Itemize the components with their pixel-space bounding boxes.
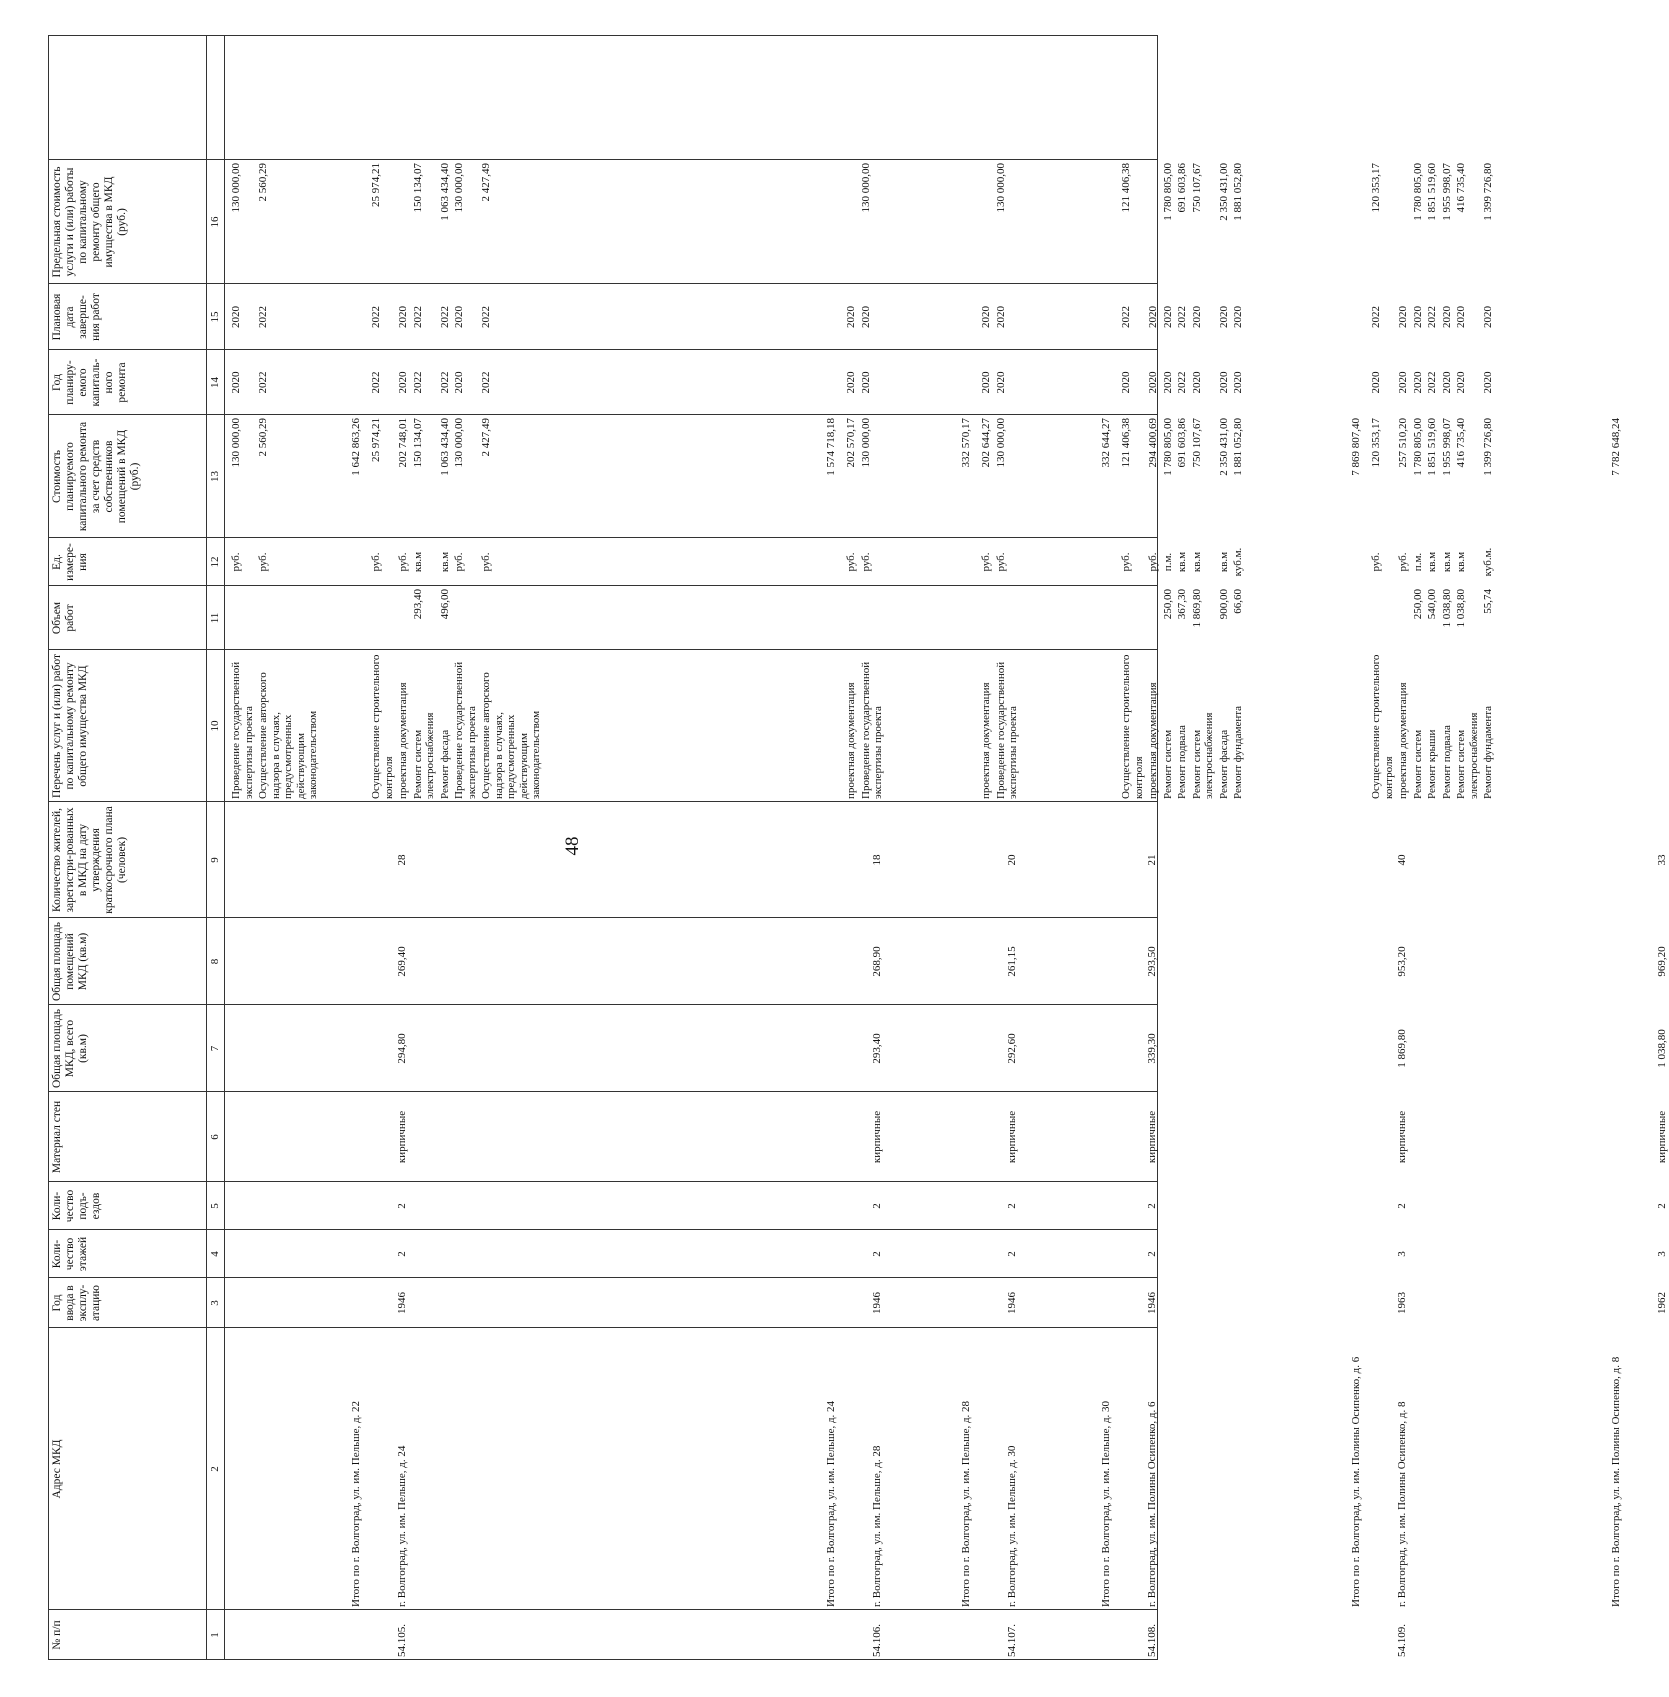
row-total-cost: 1 642 863,26 [350,418,362,476]
row-total-label: Итого по г. Волгоград, ул. им. Полины Осипенко, д. 6 [1350,1356,1362,1607]
work-item: Ремонт фундамента [1232,705,1244,799]
work-limit: 416 735,40 [1455,163,1467,213]
row-residents: 21 [1146,854,1158,866]
work-item: Ремонт фундамента [1482,705,1494,799]
work-cost: 750 107,67 [1190,418,1203,468]
row-year: 1946 [1006,1292,1018,1314]
work-date: 2020 [859,306,872,328]
column-number: 7 [209,1045,221,1052]
column-header: Общая площадь МКД, всего (кв.м) [51,1009,89,1088]
work-item: Ремонт систем электроснабжения [411,712,436,799]
row-material: кирпичные [871,1110,883,1164]
column-header: Коли-чество подъ-ездов [51,1189,102,1223]
column-number: 9 [209,857,221,863]
work-cost: 257 510,20 [1397,418,1409,468]
register-table [48,35,1668,1660]
work-limit: 25 974,21 [370,163,382,207]
column-header: Перечень услуг и (или) работ по капитальному ремонту общего имущества МКД [51,654,89,799]
column-number: 11 [209,612,221,624]
work-item: Ремонт систем электроснабжения [1190,712,1215,799]
work-year: 2020 [1482,371,1494,394]
work-date: 2020 [994,306,1007,328]
column-number: 8 [209,958,221,965]
row-area-rooms: 261,15 [1006,946,1018,977]
row-total-cost: 7 869 807,40 [1350,418,1362,476]
work-unit: руб. [1120,552,1132,572]
column-number: 3 [209,1300,221,1306]
row-area-total: 292,60 [1006,1033,1018,1064]
column-number: 4 [209,1251,221,1257]
work-item: Проведение государственной экспертизы проекта [230,661,255,799]
row-year: 1946 [396,1292,408,1314]
work-limit: 1 399 726,80 [1482,163,1494,221]
work-date: 2020 [1455,306,1467,328]
row-total-label: Итого по г. Волгоград, ул. им. Полины Осипенко, д. 8 [1610,1356,1622,1607]
work-limit: 150 134,07 [411,163,424,213]
work-date: 2022 [257,306,269,328]
work-cost: 2 560,29 [257,418,269,457]
row-floors: 2 [1006,1251,1018,1257]
row-material: кирпичные [1396,1110,1408,1164]
work-item: проектная документация [980,682,992,799]
work-item: Ремонт подвала [1440,725,1453,799]
work-limit: 1 881 052,80 [1232,163,1244,221]
work-year: 2020 [1440,371,1453,394]
row-area-total: 293,40 [871,1033,883,1064]
work-unit: кв.м [1455,551,1467,573]
row-entrances: 2 [871,1203,883,1209]
work-date: 2020 [1482,306,1494,328]
work-year: 2020 [1190,371,1203,394]
column-header: Коли-чество этажей [51,1236,89,1272]
work-date: 2022 [411,306,424,328]
row-address: г. Волгоград, ул. им. Пельше, д. 28 [871,1445,883,1607]
work-year: 2020 [1217,371,1230,394]
row-area-rooms: 969,20 [1656,946,1668,977]
work-item: Проведение государственной экспертизы проекта [453,661,478,799]
work-date: 2020 [1411,306,1424,328]
work-cost: 25 974,21 [370,418,382,462]
work-cost: 2 427,49 [480,418,492,457]
work-item: Проведение государственной экспертизы проекта [859,661,884,799]
work-limit: 750 107,67 [1190,163,1203,213]
work-unit: руб. [859,552,872,572]
work-unit: п.м. [1411,552,1424,572]
row-area-rooms: 293,50 [1146,946,1158,977]
column-header: Количество жителей, зарегистри-рованных в МКД на дату утверждения краткосрочного плана (человек) [51,806,128,914]
row-entrances: 2 [1006,1203,1018,1209]
column-header: Материал стен [51,1100,63,1174]
column-number: 12 [209,556,221,568]
work-cost: 294 400,69 [1147,418,1159,468]
work-year: 2022 [1176,371,1188,394]
row-material: кирпичные [1006,1110,1018,1164]
work-year: 2020 [994,371,1007,394]
work-unit: руб. [1397,552,1409,572]
work-item: Ремонт систем [1411,729,1424,799]
work-year: 2020 [845,371,857,394]
row-address: г. Волгоград, ул. им. Пельше, д. 30 [1006,1445,1018,1607]
row-divider [206,35,207,1660]
row-total-label: Итого по г. Волгоград, ул. им. Пельше, д. 22 [350,1400,362,1607]
row-area-total: 294,80 [396,1033,408,1064]
work-cost: 130 000,00 [453,418,465,468]
work-year: 2020 [1411,371,1424,394]
row-residents: 33 [1656,854,1668,866]
work-cost: 130 000,00 [230,418,242,468]
work-limit: 121 406,38 [1120,163,1132,213]
column-header: Год планиру-емого капиталь-ного ремонта [51,358,128,407]
row-entrances: 2 [1396,1203,1408,1209]
column-number: 6 [209,1134,221,1140]
work-item: Осуществление строительного контроля [370,654,395,799]
row-number: 54.108. [1146,1624,1158,1657]
work-item: проектная документация [1397,682,1409,799]
row-residents: 18 [871,854,883,866]
work-cost: 120 353,17 [1370,418,1382,468]
work-item: Осуществление авторского надзора в случаях, предусмотренных действующим законодательством [480,672,542,799]
work-item: проектная документация [1147,682,1159,799]
column-header: Стоимость планируемого капитального ремонта за счет средств собственников помещений в МКД (руб.) [51,421,141,532]
work-limit: 130 000,00 [230,163,242,213]
work-cost: 1 399 726,80 [1482,418,1494,476]
column-number: 15 [209,311,221,323]
work-unit: кв.м [1190,551,1203,573]
row-area-rooms: 953,20 [1396,946,1408,977]
work-limit: 2 350 431,00 [1217,163,1230,221]
work-volume: 540,00 [1426,589,1438,620]
row-total-cost: 1 574 718,18 [825,418,837,476]
work-unit: кв.м [411,551,424,573]
work-unit: куб.м. [1232,547,1244,577]
work-item: Ремонт систем [1161,729,1174,799]
work-unit: кв.м [1217,551,1230,573]
row-material: кирпичные [1146,1110,1158,1164]
work-year: 2020 [397,371,409,394]
work-date: 2020 [1440,306,1453,328]
work-date: 2020 [1190,306,1203,328]
work-limit: 2 427,49 [480,163,492,202]
work-year: 2020 [1120,371,1132,394]
column-number: 13 [209,471,221,482]
work-cost: 1 851 519,60 [1426,418,1438,476]
work-date: 2020 [1217,306,1230,328]
column-header: Объем работ [51,601,76,635]
row-total-cost: 7 782 648,24 [1610,418,1622,476]
row-floors: 3 [1656,1251,1668,1257]
row-address: г. Волгоград, ул. им. Полины Осипенко, д. 6 [1146,1401,1158,1607]
column-number: 2 [209,1466,221,1472]
column-divider [48,35,1158,36]
row-residents: 40 [1396,854,1408,866]
work-item: Ремонт фасада [438,729,451,799]
work-year: 2020 [453,371,465,394]
work-year: 2022 [257,371,269,394]
work-year: 2022 [438,371,451,394]
row-total-label: Итого по г. Волгоград, ул. им. Пельше, д. 30 [1100,1400,1112,1607]
work-unit: кв.м [438,551,451,573]
work-year: 2020 [1232,371,1244,394]
work-date: 2020 [1232,306,1244,328]
column-number: 16 [209,216,221,228]
row-year: 1963 [1396,1292,1408,1314]
work-unit: руб. [257,552,269,572]
work-volume: 250,00 [1161,589,1174,620]
row-area-total: 1 869,80 [1396,1029,1408,1068]
work-year: 2020 [1455,371,1467,394]
work-unit: руб. [845,552,857,572]
work-year: 2022 [411,371,424,394]
row-area-rooms: 268,90 [871,946,883,977]
work-year: 2022 [1426,371,1438,394]
work-date: 2020 [980,306,992,328]
work-date: 2022 [480,306,492,328]
work-unit: руб. [453,552,465,572]
work-item: Осуществление строительного контроля [1120,654,1145,799]
row-number: 54.109. [1396,1624,1408,1657]
work-date: 2020 [1397,306,1409,328]
row-entrances: 2 [1146,1203,1158,1209]
column-number: 1 [209,1632,221,1638]
work-volume: 293,40 [411,589,424,620]
row-area-total: 1 038,80 [1656,1029,1668,1068]
work-year: 2020 [1161,371,1174,394]
work-volume: 1 869,80 [1190,589,1203,628]
work-volume: 1 038,80 [1440,589,1453,628]
work-item: Осуществление строительного контроля [1370,654,1395,799]
work-date: 2022 [1176,306,1188,328]
work-cost: 202 748,01 [397,418,409,468]
work-limit: 691 603,86 [1176,163,1188,213]
column-number: 5 [209,1203,221,1209]
column-header: Плановая дата заверше-ния работ [51,293,102,341]
work-unit: руб. [980,552,992,572]
work-unit: руб. [480,552,492,572]
work-item: Ремонт фасада [1217,729,1230,799]
work-cost: 121 406,38 [1120,418,1132,468]
work-cost: 1 780 805,00 [1161,418,1174,476]
work-date: 2020 [397,306,409,328]
work-limit: 130 000,00 [859,163,872,213]
work-date: 2020 [453,306,465,328]
work-year: 2022 [370,371,382,394]
work-item: Осуществление авторского надзора в случаях, предусмотренных действующим законодательством [257,672,319,799]
work-volume: 55,74 [1482,589,1494,614]
row-floors: 2 [1146,1251,1158,1257]
column-header: Общая площадь помещений МКД (кв.м) [51,922,89,1001]
row-number: 54.106. [871,1624,883,1657]
work-cost: 150 134,07 [411,418,424,468]
work-year: 2020 [1397,371,1409,394]
work-cost: 1 780 805,00 [1411,418,1424,476]
row-total-label: Итого по г. Волгоград, ул. им. Пельше, д. 28 [960,1400,972,1607]
work-year: 2020 [1370,371,1382,394]
row-entrances: 2 [1656,1203,1668,1209]
row-area-rooms: 269,40 [396,946,408,977]
work-limit: 2 560,29 [257,163,269,202]
work-limit: 1 780 805,00 [1161,163,1174,221]
column-number: 10 [209,720,221,732]
work-volume: 900,00 [1217,589,1230,620]
work-year: 2020 [859,371,872,394]
work-cost: 130 000,00 [994,418,1007,468]
work-limit: 120 353,17 [1370,163,1382,213]
row-address: г. Волгоград, ул. им. Полины Осипенко, д. 8 [1396,1401,1408,1607]
work-date: 2020 [1161,306,1174,328]
work-year: 2020 [980,371,992,394]
column-number: 14 [209,377,221,388]
work-limit: 1 063 434,40 [438,163,451,221]
work-volume: 496,00 [438,589,451,620]
work-cost: 1 881 052,80 [1232,418,1244,476]
work-volume: 250,00 [1411,589,1424,620]
page-number: 48 [562,836,583,856]
work-date: 2022 [1120,306,1132,328]
row-material: кирпичные [396,1110,408,1164]
work-date: 2022 [1370,306,1382,328]
work-volume: 66,60 [1232,589,1244,614]
column-header: Ед. измере-ния [51,543,89,581]
row-number: 54.107. [1006,1624,1018,1657]
work-item: проектная документация [845,682,857,799]
work-date: 2022 [370,306,382,328]
work-date: 2020 [1147,306,1159,328]
work-limit: 1 955 998,07 [1440,163,1453,221]
row-total-cost: 332 644,27 [1100,418,1112,468]
work-limit: 1 780 805,00 [1411,163,1424,221]
work-cost: 202 644,27 [980,418,992,468]
work-unit: руб. [1147,552,1159,572]
work-item: проектная документация [397,682,409,799]
work-unit: п.м. [1161,552,1174,572]
work-year: 2020 [230,371,242,394]
work-unit: куб.м. [1482,547,1494,577]
row-year: 1962 [1656,1292,1668,1314]
work-date: 2022 [1426,306,1438,328]
row-total-cost: 332 570,17 [960,418,972,468]
row-number: 54.105. [396,1624,408,1657]
work-cost: 1 955 998,07 [1440,418,1453,476]
work-cost: 416 735,40 [1455,418,1467,468]
column-header: Год ввода в эксплу-атацию [51,1284,102,1322]
work-cost: 691 603,86 [1176,418,1188,468]
row-floors: 2 [871,1251,883,1257]
work-volume: 1 038,80 [1455,589,1467,628]
work-unit: кв.м [1440,551,1453,573]
work-cost: 202 570,17 [845,418,857,468]
work-unit: руб. [397,552,409,572]
row-floors: 3 [1396,1251,1408,1257]
row-year: 1946 [1146,1292,1158,1314]
work-cost: 130 000,00 [859,418,872,468]
column-header: № п/п [51,1620,63,1650]
row-material: кирпичные [1656,1110,1668,1164]
work-item: Проведение государственной экспертизы проекта [994,661,1019,799]
work-limit: 130 000,00 [453,163,465,213]
work-unit: кв.м [1176,551,1188,573]
work-date: 2020 [230,306,242,328]
row-year: 1946 [871,1292,883,1314]
row-residents: 28 [396,854,408,866]
work-year: 2020 [1147,371,1159,394]
work-date: 2022 [438,306,451,328]
column-header: Адрес МКД [51,1439,63,1499]
work-item: Ремонт систем электроснабжения [1455,712,1480,799]
work-unit: руб. [230,552,242,572]
row-divider [224,35,225,1660]
work-unit: руб. [994,552,1007,572]
work-limit: 130 000,00 [994,163,1007,213]
row-residents: 20 [1006,854,1018,866]
work-unit: руб. [1370,552,1382,572]
row-total-label: Итого по г. Волгоград, ул. им. Пельше, д. 24 [825,1400,837,1607]
work-limit: 1 851 519,60 [1426,163,1438,221]
work-cost: 2 350 431,00 [1217,418,1230,476]
column-header: Предельная стоимость услуги и (или) работы по капитальному ремонту общего имущества в МКД (руб.) [51,166,128,278]
row-entrances: 2 [396,1203,408,1209]
row-address: г. Волгоград, ул. им. Пельше, д. 24 [396,1445,408,1607]
work-unit: руб. [370,552,382,572]
work-volume: 367,30 [1176,589,1188,620]
row-area-total: 339,30 [1146,1033,1158,1064]
work-year: 2022 [480,371,492,394]
work-unit: кв.м [1426,551,1438,573]
work-cost: 1 063 434,40 [438,418,451,476]
row-floors: 2 [396,1251,408,1257]
work-item: Ремонт крыши [1426,729,1438,799]
work-date: 2020 [845,306,857,328]
work-item: Ремонт подвала [1176,725,1188,799]
